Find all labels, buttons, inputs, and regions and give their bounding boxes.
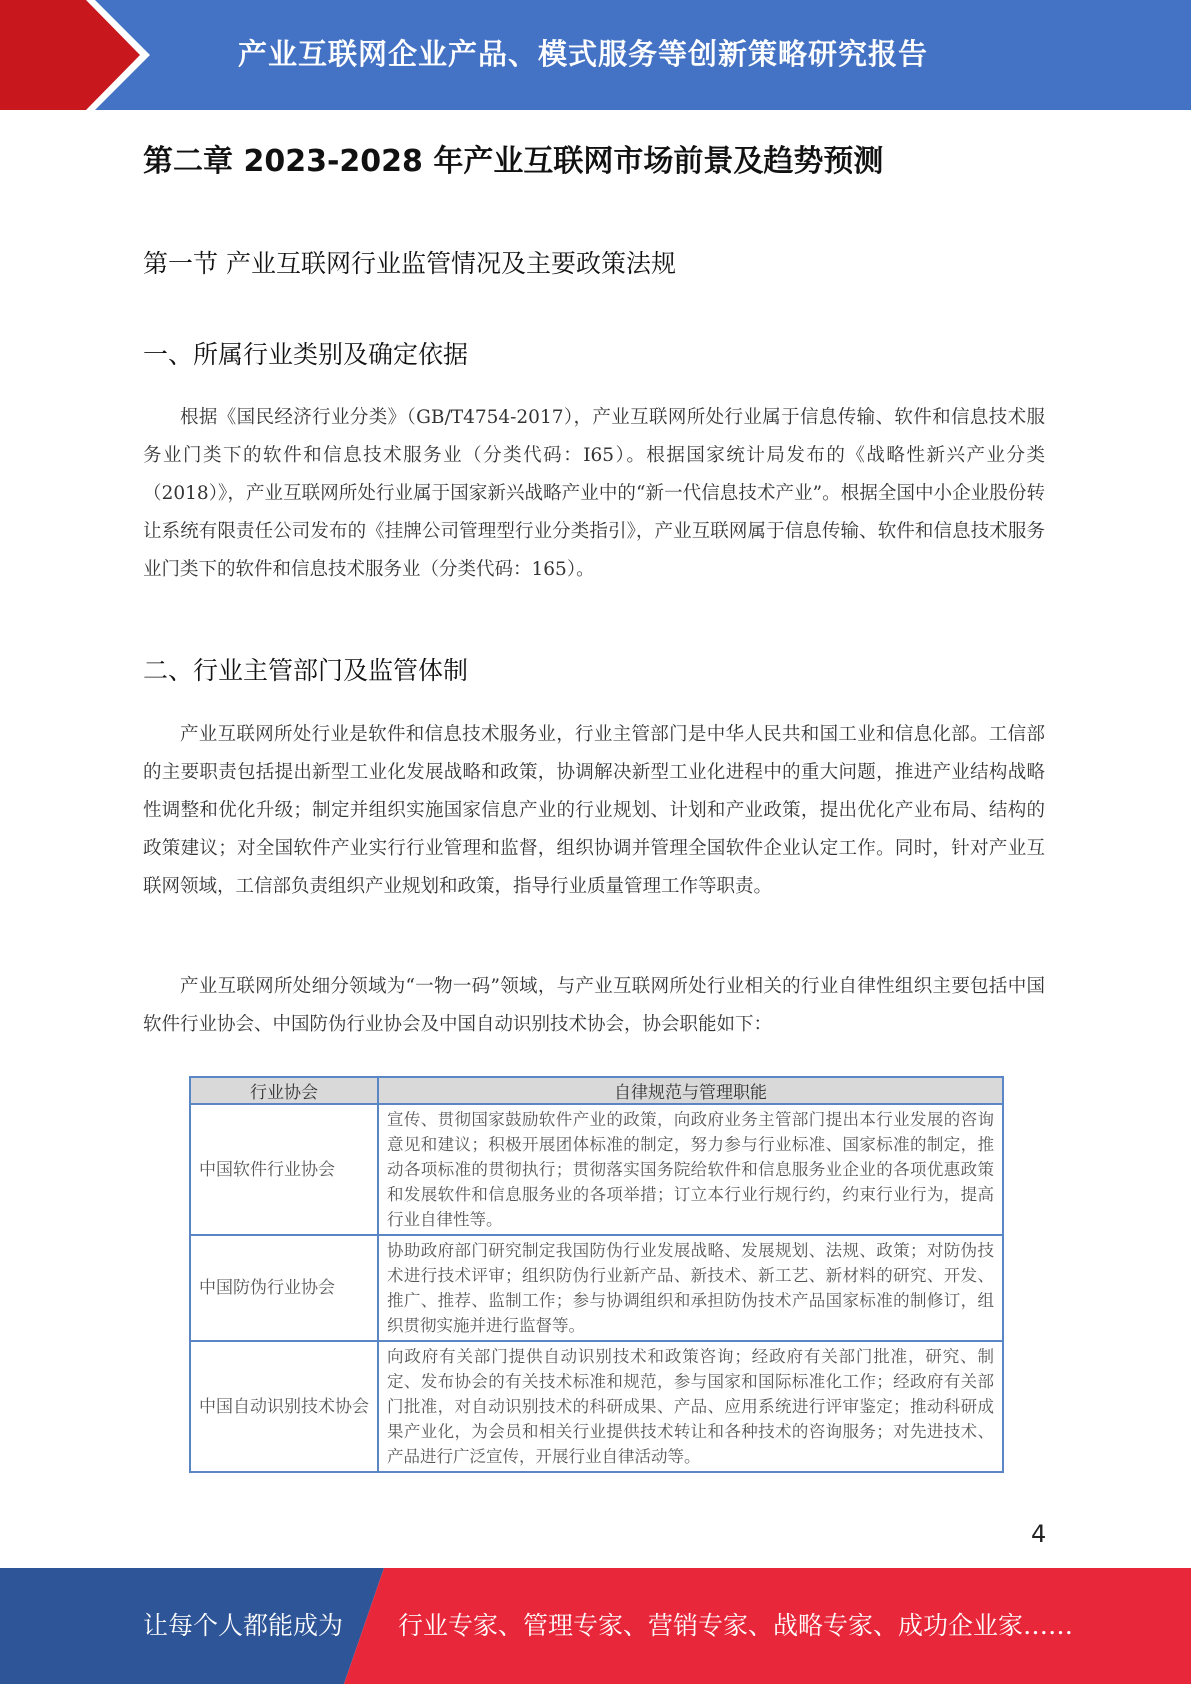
table-row xyxy=(190,1341,1003,1472)
association-duties: 协助政府部门研究制定我国防伪行业发展战略、发展规划、法规、政策；对防伪技术进行技术评审；组织防伪行业新产品、新技术、新工艺、新材料的研究、开发、推广、推荐、监制工作；参与协调组织和承担防伪技术产品国家标准的制修订，组织贯彻实施并进行监督等。 xyxy=(378,1235,1003,1341)
chapter-title: 第二章 2023-2028 年产业互联网市场前景及趋势预测 xyxy=(143,144,884,179)
association-duties: 向政府有关部门提供自动识别技术和政策咨询；经政府有关部门批准，研究、制定、发布协会的有关技术标准和规范，参与国家和国际标准化工作；经政府有关部门批准，对自动识别技术的科研成果、产品、应用系统进行评审鉴定；推动科研成果产业化，为会员和相关行业提供技术转让和各种技术的咨询服务；对先进技术、产品进行广泛宣传，开展行业自律活动等。 xyxy=(378,1341,1003,1472)
paragraph-industry-classification: 根据《国民经济行业分类》（GB/T4754-2017），产业互联网所处行业属于信息传输、软件和信息技术服务业门类下的软件和信息技术服务业（分类代码：I65）。根据国家统计局发布的《战略性新兴产业分类（2018）》，产业互联网所处行业属于国家新兴战略产业中的“新一代信息技术产业”。根据全国中小企业股份转让系统有限责任公司发布的《挂牌公司管理型行业分类指引》，产业互联网属于信息传输、软件和信息技术服务业门类下的软件和信息技术服务业（分类代码：165）。 xyxy=(143,407,1045,580)
association-name: 中国软件行业协会 xyxy=(190,1104,378,1235)
association-name: 中国自动识别技术协会 xyxy=(190,1341,378,1472)
section-title: 第一节 产业互联网行业监管情况及主要政策法规 xyxy=(143,249,676,278)
column-header-duties: 自律规范与管理职能 xyxy=(378,1077,1003,1104)
subsection-title-category: 一、所属行业类别及确定依据 xyxy=(143,340,469,369)
association-duties: 宣传、贯彻国家鼓励软件产业的政策，向政府业务主管部门提出本行业发展的咨询意见和建议；积极开展团体标准的制定，努力参与行业标准、国家标准的制定，推动各项标准的贯彻执行；贯彻落实国务院给软件和信息服务业企业的各项优惠政策和发展软件和信息服务业的各项举措；订立本行业行规行约，约束行业行为，提高行业自律性等。 xyxy=(378,1104,1003,1235)
paragraph-regulatory-authority: 产业互联网所处行业是软件和信息技术服务业，行业主管部门是中华人民共和国工业和信息化部。工信部的主要职责包括提出新型工业化发展战略和政策，协调解决新型工业化进程中的重大问题，推进产业结构战略性调整和优化升级；制定并组织实施国家信息产业的行业规划、计划和产业政策，提出优化产业布局、结构的政策建议；对全国软件产业实行行业管理和监督，组织协调并管理全国软件企业认定工作。同时，针对产业互联网领域，工信部负责组织产业规划和政策，指导行业质量管理工作等职责。 xyxy=(143,724,1045,897)
table-row xyxy=(190,1104,1003,1235)
page-number: 4 xyxy=(1031,1520,1047,1548)
column-header-association: 行业协会 xyxy=(190,1077,378,1104)
footer-slogan-right: 行业专家、管理专家、营销专家、战略专家、成功企业家…… xyxy=(398,1611,1074,1640)
association-table xyxy=(189,1076,1004,1473)
footer-band xyxy=(0,1568,1191,1684)
header-chevron-decoration xyxy=(0,0,160,110)
table-row xyxy=(190,1235,1003,1341)
table-header-row xyxy=(190,1077,1003,1104)
paragraph-self-regulatory-orgs: 产业互联网所处细分领域为“一物一码”领域，与产业互联网所处行业相关的行业自律性组织主要包括中国软件行业协会、中国防伪行业协会及中国自动识别技术协会，协会职能如下： xyxy=(143,976,1045,1035)
header-band xyxy=(0,0,1191,110)
footer-slogan-left: 让每个人都能成为 xyxy=(143,1611,344,1640)
report-title: 产业互联网企业产品、模式服务等创新策略研究报告 xyxy=(238,37,929,71)
association-name: 中国防伪行业协会 xyxy=(190,1235,378,1341)
subsection-title-regulation: 二、行业主管部门及监管体制 xyxy=(143,656,469,685)
